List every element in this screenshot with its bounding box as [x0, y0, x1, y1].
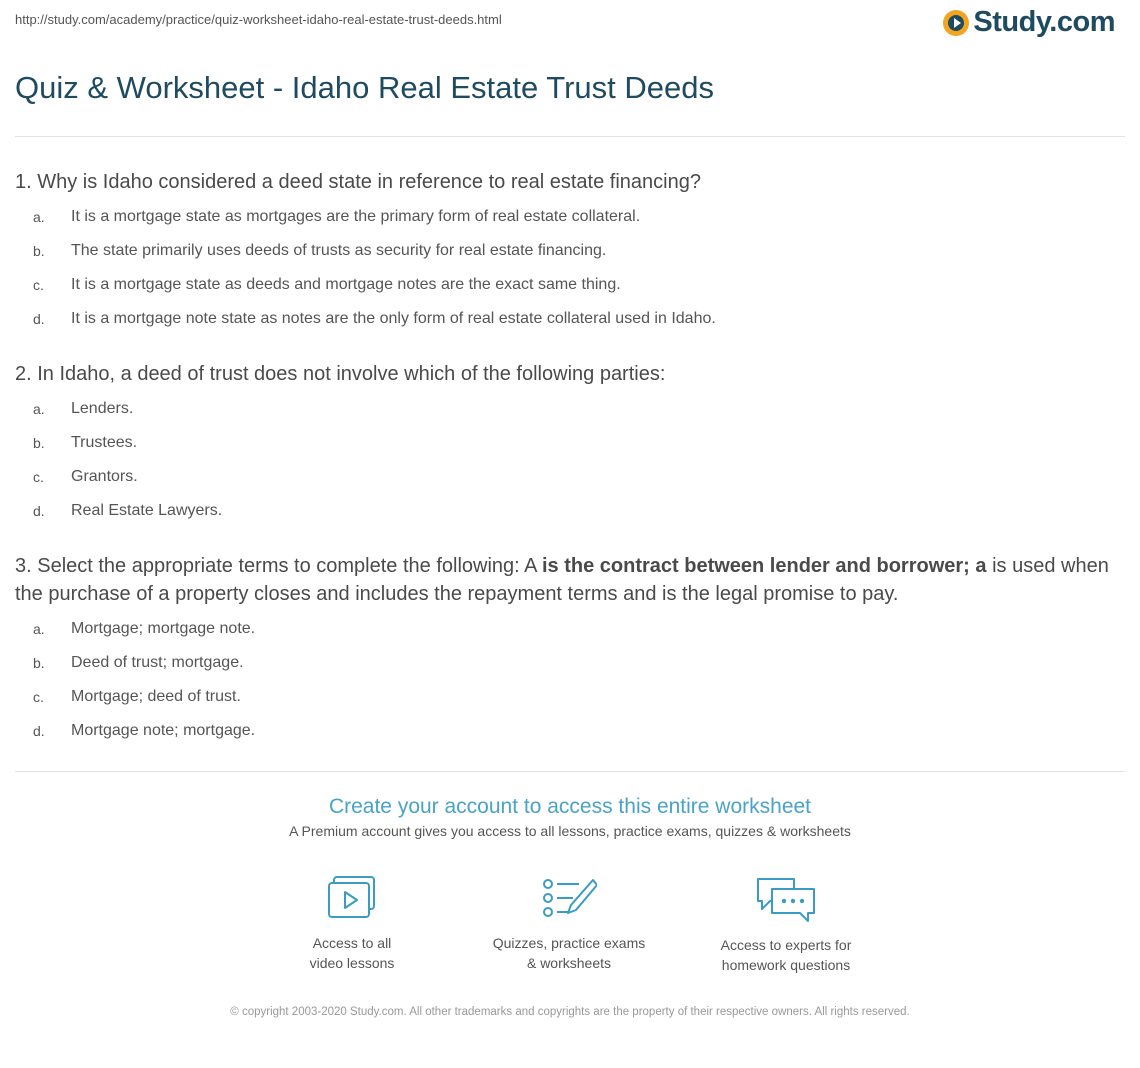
- logo-text: Study.com: [973, 6, 1115, 38]
- title-divider: [15, 136, 1125, 137]
- copyright-footer: © copyright 2003-2020 Study.com. All other trademarks and copyrights are the property of their respective owners. All rights reserved.: [230, 1006, 910, 1018]
- top-bar: [15, 0, 1125, 40]
- choice-d[interactable]: [15, 302, 1125, 336]
- signup-cta: [0, 795, 1140, 839]
- page-url: http://study.com/academy/practice/quiz-worksheet-idaho-real-estate-trust-deeds.html: [15, 12, 502, 27]
- study-logo[interactable]: [943, 6, 1115, 39]
- content-divider: [15, 771, 1125, 772]
- choice-list: [15, 392, 1125, 528]
- choice-letter: d.: [33, 503, 45, 519]
- choice-text: It is a mortgage state as mortgages are the primary form of real estate collateral.: [71, 208, 641, 225]
- choice-letter: b.: [33, 435, 45, 451]
- choice-text: Real Estate Lawyers.: [71, 502, 223, 519]
- choice-letter: c.: [33, 277, 44, 293]
- choice-b[interactable]: [15, 234, 1125, 268]
- cta-title-link[interactable]: Create your account to access this entire worksheet: [328, 795, 812, 818]
- choice-letter: c.: [33, 469, 44, 485]
- question-text-part2: is used when the purchase of a property closes and includes the repayment terms and is the legal promise to pay.: [15, 555, 1109, 605]
- choice-letter: b.: [33, 243, 45, 259]
- question-1: [15, 168, 1125, 336]
- question-3: [15, 552, 1125, 748]
- choice-b[interactable]: [15, 426, 1125, 460]
- choice-b[interactable]: [15, 646, 1125, 680]
- choice-text: It is a mortgage state as deeds and mortgage notes are the exact same thing.: [71, 276, 621, 293]
- choice-letter: d.: [33, 723, 45, 739]
- feature-label-line2: & worksheets: [526, 955, 612, 971]
- choice-letter: a.: [33, 621, 45, 637]
- choice-text: The state primarily uses deeds of trusts as security for real estate financing.: [71, 242, 607, 259]
- feature-quizzes: [469, 875, 669, 973]
- page-title: Quiz & Worksheet - Idaho Real Estate Trust Deeds: [15, 70, 714, 105]
- feature-label-line1: Quizzes, practice exams: [492, 935, 646, 951]
- choice-letter: d.: [33, 311, 45, 327]
- choice-text: Trustees.: [71, 434, 138, 451]
- feature-experts: [686, 875, 886, 975]
- choice-text: Mortgage; mortgage note.: [71, 620, 256, 637]
- choice-text: Lenders.: [71, 400, 134, 417]
- question-text-part1: 3. Select the appropriate terms to complete the following: A: [15, 555, 542, 577]
- cta-subtitle: A Premium account gives you access to all lessons, practice exams, quizzes & worksheets: [289, 823, 851, 839]
- feature-video-lessons: [252, 875, 452, 973]
- choice-text: Deed of trust; mortgage.: [71, 654, 244, 671]
- feature-label-line2: video lessons: [309, 955, 395, 971]
- feature-label-line2: homework questions: [721, 957, 851, 973]
- question-2: [15, 360, 1125, 528]
- feature-label-line1: Access to all: [312, 935, 392, 951]
- feature-label-line1: Access to experts for: [720, 937, 852, 953]
- quiz-checklist-icon: [541, 875, 597, 921]
- choice-letter: c.: [33, 689, 44, 705]
- choice-a[interactable]: [15, 200, 1125, 234]
- choice-d[interactable]: [15, 494, 1125, 528]
- question-text: 2. In Idaho, a deed of trust does not involve which of the following parties:: [15, 363, 666, 385]
- choice-letter: a.: [33, 401, 45, 417]
- choice-list: [15, 200, 1125, 336]
- question-text-bold: is the contract between lender and borrower; a: [541, 555, 987, 577]
- choice-c[interactable]: [15, 268, 1125, 302]
- choice-text: It is a mortgage note state as notes are the only form of real estate collateral used in Idaho.: [71, 310, 716, 327]
- choice-text: Grantors.: [71, 468, 138, 485]
- question-text: 1. Why is Idaho considered a deed state in reference to real estate financing?: [15, 171, 701, 193]
- choice-text: Mortgage; deed of trust.: [71, 688, 241, 705]
- choice-list: [15, 612, 1125, 748]
- play-logo-icon: [943, 10, 969, 36]
- choice-letter: a.: [33, 209, 45, 225]
- choice-text: Mortgage note; mortgage.: [71, 722, 256, 739]
- chat-bubbles-icon: [754, 875, 818, 923]
- question-text: [15, 552, 1125, 608]
- choice-c[interactable]: [15, 680, 1125, 714]
- choice-a[interactable]: [15, 612, 1125, 646]
- choice-a[interactable]: [15, 392, 1125, 426]
- choice-c[interactable]: [15, 460, 1125, 494]
- choice-letter: b.: [33, 655, 45, 671]
- video-lesson-icon: [326, 875, 378, 921]
- choice-d[interactable]: [15, 714, 1125, 748]
